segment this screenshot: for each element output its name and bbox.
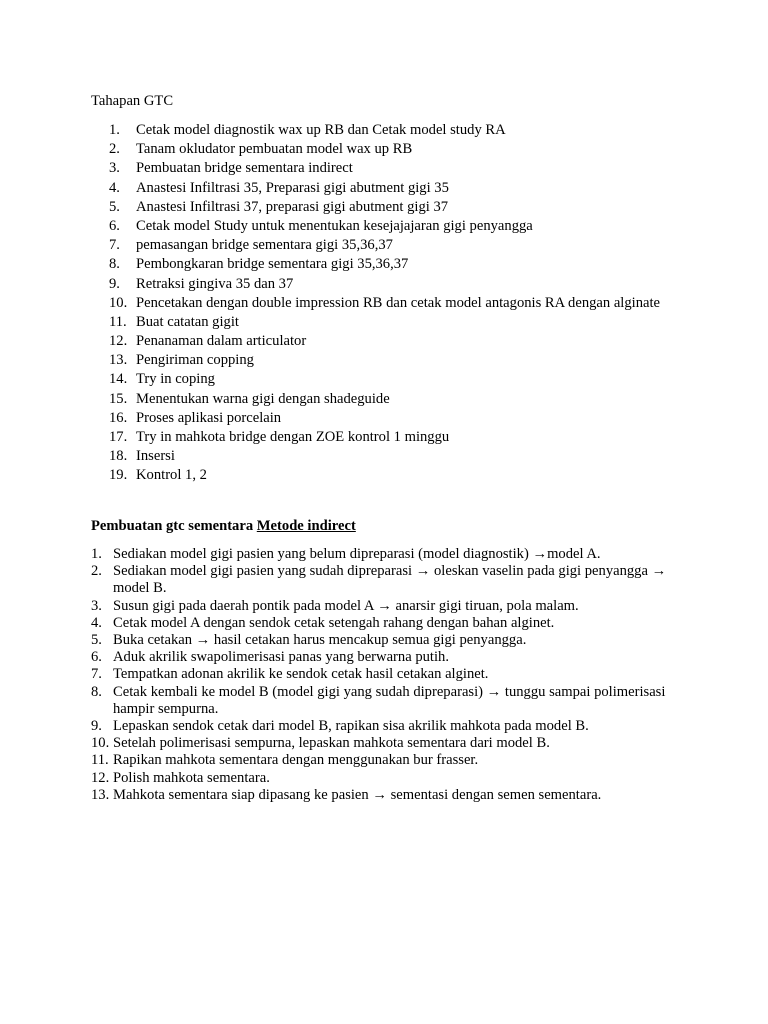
list-item: 3. Susun gigi pada daerah pontik pada model A → anarsir gigi tiruan, pola malam. [91,597,579,614]
list-item: 13. Mahkota sementara siap dipasang ke pasien → sementasi dengan semen sementara. [91,786,602,803]
list-item: 5. Buka cetakan → hasil cetakan harus mencakup semua gigi penyangga. [91,632,527,649]
section-title-underlined: Metode indirect [256,518,356,534]
list-item: 4. Anastesi Infiltrasi 35, Preparasi gigi abutment gigi 35 [109,179,449,196]
list-item: 19. Kontrol 1, 2 [109,467,207,484]
list-item: 10. Setelah polimerisasi sempurna, lepaskan mahkota sementara dari model B. [91,735,550,752]
list-item: 9. Retraksi gingiva 35 dan 37 [109,275,294,292]
metode-indirect-list [91,546,691,804]
list-item: 7. pemasangan bridge sementara gigi 35,36,37 [109,237,393,254]
list-item: 13. Pengiriman copping [109,352,254,369]
list-item: 2. Sediakan model gigi pasien yang sudah dipreparasi → oleskan vaselin pada gigi penyangga → model B. [91,563,667,597]
list-item: 8. Pembongkaran bridge sementara gigi 35,36,37 [109,256,409,273]
list-item: 12. Penanaman dalam articulator [109,333,307,350]
list-item: 5. Anastesi Infiltrasi 37, preparasi gigi abutment gigi 37 [109,198,449,215]
list-item: 10. Pencetakan dengan double impression RB dan cetak model antagonis RA dengan alginate [109,294,661,311]
list-item: 2. Tanam okludator pembuatan model wax up RB [109,141,413,158]
list-item: 9. Lepaskan sendok cetak dari model B, rapikan sisa akrilik mahkota pada model B. [91,718,589,735]
list-item: 1. Sediakan model gigi pasien yang belum dipreparasi (model diagnostik) →model A. [91,546,601,562]
list-item: 17. Try in mahkota bridge dengan ZOE kontrol 1 minggu [109,429,450,445]
list-item: 6. Aduk akrilik swapolimerisasi panas yang berwarna putih. [91,649,449,666]
section-title-gtc-sementara [91,517,356,536]
list-item: 7. Tempatkan adonan akrilik ke sendok cetak hasil cetakan alginet. [91,666,489,683]
list-item: 1. Cetak model diagnostik wax up RB dan Cetak model study RA [109,122,506,138]
list-item: 16. Proses aplikasi porcelain [109,409,282,426]
list-item: 15. Menentukan warna gigi dengan shadeguide [109,390,390,407]
list-item: 6. Cetak model Study untuk menentukan kesejajajaran gigi penyangga [109,217,533,234]
list-item: 3. Pembuatan bridge sementara indirect [109,160,353,177]
list-item: 12. Polish mahkota sementara. [91,769,270,786]
tahapan-list [91,121,711,486]
section-title-prefix: Pembuatan gtc sementara [91,518,257,534]
list-item: 11. Rapikan mahkota sementara dengan menggunakan bur frasser. [91,752,479,769]
list-item: 14. Try in coping [109,371,215,388]
list-item: 18. Insersi [109,448,175,465]
list-item: 11. Buat catatan gigit [109,313,239,330]
list-item: 8. Cetak kembali ke model B (model gigi yang sudah dipreparasi) → tunggu sampai polimerisasi hampir sempurna. [91,683,666,717]
list-item: 4. Cetak model A dengan sendok cetak setengah rahang dengan bahan alginet. [91,614,555,631]
section-title-tahapan: Tahapan GTC [91,93,174,109]
